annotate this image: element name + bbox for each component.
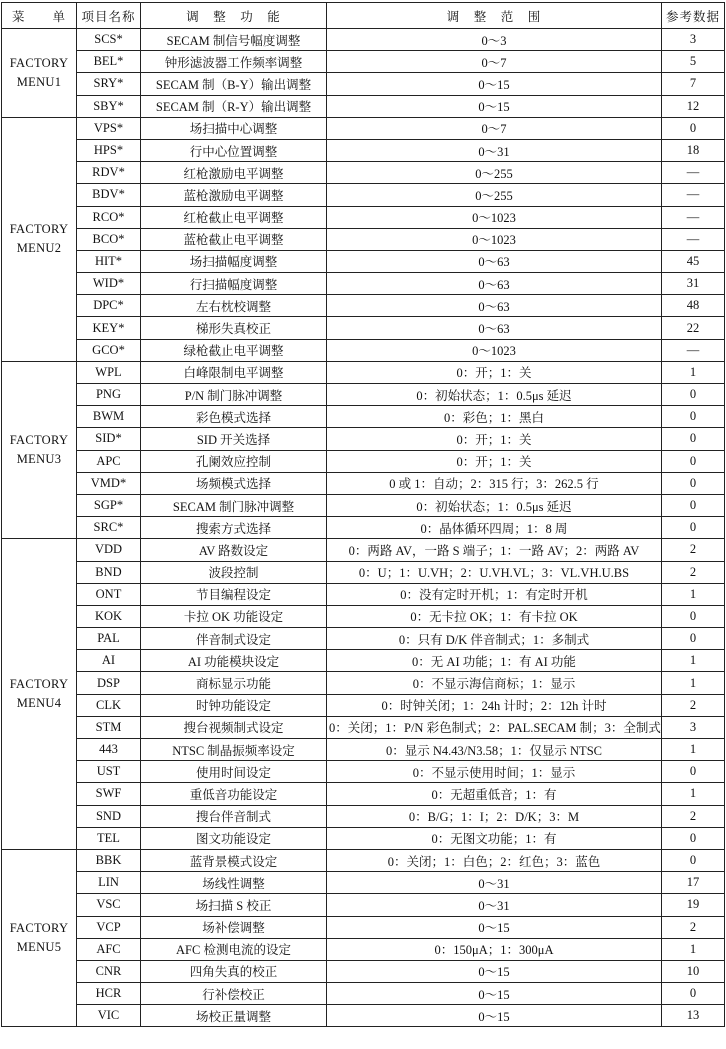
range-cell: 0～15	[327, 73, 662, 95]
table-row	[2, 295, 725, 317]
item-name-cell: HIT*	[77, 250, 141, 272]
reference-cell: 18	[662, 139, 725, 161]
function-cell: 红枪截止电平调整	[141, 206, 327, 228]
item-name-cell: VIC	[77, 1005, 141, 1027]
reference-cell: 1	[662, 783, 725, 805]
function-cell: 场补偿调整	[141, 916, 327, 938]
table-row	[2, 650, 725, 672]
range-cell: 0：只有 D/K 伴音制式；1：多制式	[327, 628, 662, 650]
range-cell: 0～15	[327, 1005, 662, 1027]
item-name-cell: STM	[77, 716, 141, 738]
reference-cell: 0	[662, 628, 725, 650]
reference-cell: 0	[662, 384, 725, 406]
reference-cell: 2	[662, 694, 725, 716]
item-name-cell: HCR	[77, 983, 141, 1005]
function-cell: 伴音制式设定	[141, 628, 327, 650]
reference-cell: 13	[662, 1005, 725, 1027]
table-row	[2, 983, 725, 1005]
table-row	[2, 95, 725, 117]
table-row	[2, 472, 725, 494]
factory-menu-table	[1, 2, 725, 1027]
reference-cell: —	[662, 339, 725, 361]
menu-group-label-line: FACTORY	[9, 222, 69, 237]
menu-group-label	[2, 117, 77, 361]
function-cell: 波段控制	[141, 561, 327, 583]
table-body	[2, 29, 725, 1027]
item-name-cell: SRY*	[77, 73, 141, 95]
item-name-cell: BBK	[77, 849, 141, 871]
function-cell: SECAM 制（R-Y）输出调整	[141, 95, 327, 117]
table-row	[2, 384, 725, 406]
item-name-cell: ONT	[77, 583, 141, 605]
function-cell: SECAM 制门脉冲调整	[141, 494, 327, 516]
table-row	[2, 29, 725, 51]
function-cell: 白峰限制电平调整	[141, 361, 327, 383]
reference-cell: 2	[662, 561, 725, 583]
range-cell: 0：显示 N4.43/N3.58；1：仅显示 NTSC	[327, 739, 662, 761]
range-cell: 0：U；1：U.VH；2：U.VH.VL；3：VL.VH.U.BS	[327, 561, 662, 583]
function-cell: 使用时间设定	[141, 761, 327, 783]
header-menu: 菜 单	[2, 3, 77, 29]
range-cell: 0：无图文功能；1：有	[327, 827, 662, 849]
range-cell: 0～1023	[327, 206, 662, 228]
range-cell: 0～1023	[327, 339, 662, 361]
reference-cell: 0	[662, 761, 725, 783]
reference-cell: —	[662, 184, 725, 206]
menu-group-label	[2, 539, 77, 850]
reference-cell: 1	[662, 938, 725, 960]
item-name-cell: DPC*	[77, 295, 141, 317]
reference-cell: 1	[662, 672, 725, 694]
item-name-cell: BWM	[77, 406, 141, 428]
header-item-name: 项目名称	[77, 3, 141, 29]
item-name-cell: GCO*	[77, 339, 141, 361]
item-name-cell: RCO*	[77, 206, 141, 228]
function-cell: 卡拉 OK 功能设定	[141, 605, 327, 627]
menu-group-label	[2, 29, 77, 118]
range-cell: 0～3	[327, 29, 662, 51]
table-row	[2, 51, 725, 73]
reference-cell: 1	[662, 583, 725, 605]
function-cell: 搜台视频制式设定	[141, 716, 327, 738]
table-row	[2, 916, 725, 938]
reference-cell: 1	[662, 650, 725, 672]
table-row	[2, 206, 725, 228]
reference-cell: —	[662, 162, 725, 184]
function-cell: AV 路数设定	[141, 539, 327, 561]
table-row	[2, 273, 725, 295]
function-cell: 行扫描幅度调整	[141, 273, 327, 295]
item-name-cell: VSC	[77, 894, 141, 916]
menu-group-label	[2, 361, 77, 539]
reference-cell: 22	[662, 317, 725, 339]
item-name-cell: SRC*	[77, 517, 141, 539]
table-row	[2, 783, 725, 805]
function-cell: P/N 制门脉冲调整	[141, 384, 327, 406]
function-cell: 重低音功能设定	[141, 783, 327, 805]
reference-cell: 31	[662, 273, 725, 295]
table-row	[2, 694, 725, 716]
range-cell: 0～255	[327, 184, 662, 206]
range-cell: 0：彩色；1：黑白	[327, 406, 662, 428]
reference-cell: —	[662, 206, 725, 228]
reference-cell: 0	[662, 983, 725, 1005]
table-row	[2, 849, 725, 871]
range-cell: 0～31	[327, 872, 662, 894]
function-cell: 图文功能设定	[141, 827, 327, 849]
range-cell: 0：两路 AV，一路 S 端子；1：一路 AV；2：两路 AV	[327, 539, 662, 561]
range-cell: 0：时钟关闭；1：24h 计时；2：12h 计时	[327, 694, 662, 716]
table-row	[2, 872, 725, 894]
function-cell: SID 开关选择	[141, 428, 327, 450]
table-row	[2, 228, 725, 250]
reference-cell: —	[662, 228, 725, 250]
function-cell: 商标显示功能	[141, 672, 327, 694]
item-name-cell: VPS*	[77, 117, 141, 139]
item-name-cell: CLK	[77, 694, 141, 716]
item-name-cell: SBY*	[77, 95, 141, 117]
item-name-cell: PNG	[77, 384, 141, 406]
range-cell: 0～255	[327, 162, 662, 184]
menu-group-label-line: MENU2	[16, 241, 62, 256]
table-row	[2, 739, 725, 761]
reference-cell: 5	[662, 51, 725, 73]
function-cell: 钟形滤波器工作频率调整	[141, 51, 327, 73]
range-cell: 0 或 1：自动；2：315 行；3：262.5 行	[327, 472, 662, 494]
item-name-cell: APC	[77, 450, 141, 472]
reference-cell: 0	[662, 117, 725, 139]
menu-group-label-line: FACTORY	[9, 433, 69, 448]
range-cell: 0：关闭；1：P/N 彩色制式；2：PAL.SECAM 制；3：全制式	[327, 716, 662, 738]
table-row	[2, 250, 725, 272]
function-cell: 场校正量调整	[141, 1005, 327, 1027]
function-cell: 场线性调整	[141, 872, 327, 894]
table-row	[2, 517, 725, 539]
table-row	[2, 339, 725, 361]
menu-group-label-line: MENU5	[16, 940, 62, 955]
range-cell: 0～31	[327, 894, 662, 916]
range-cell: 0：无卡拉 OK；1：有卡拉 OK	[327, 605, 662, 627]
range-cell: 0～63	[327, 295, 662, 317]
range-cell: 0：开；1：关	[327, 361, 662, 383]
table-row	[2, 117, 725, 139]
header-function: 调 整 功 能	[141, 3, 327, 29]
item-name-cell: VMD*	[77, 472, 141, 494]
header-range: 调 整 范 围	[327, 3, 662, 29]
reference-cell: 17	[662, 872, 725, 894]
range-cell: 0～15	[327, 960, 662, 982]
function-cell: 行中心位置调整	[141, 139, 327, 161]
reference-cell: 2	[662, 916, 725, 938]
item-name-cell: TEL	[77, 827, 141, 849]
item-name-cell: RDV*	[77, 162, 141, 184]
reference-cell: 3	[662, 716, 725, 738]
table-row	[2, 716, 725, 738]
item-name-cell: LIN	[77, 872, 141, 894]
range-cell: 0～63	[327, 273, 662, 295]
function-cell: 红枪激励电平调整	[141, 162, 327, 184]
range-cell: 0：初始状态；1：0.5μs 延迟	[327, 494, 662, 516]
reference-cell: 0	[662, 428, 725, 450]
table-row	[2, 583, 725, 605]
reference-cell: 1	[662, 361, 725, 383]
range-cell: 0～7	[327, 51, 662, 73]
table-row	[2, 494, 725, 516]
table-row	[2, 162, 725, 184]
reference-cell: 45	[662, 250, 725, 272]
reference-cell: 0	[662, 494, 725, 516]
range-cell: 0～15	[327, 95, 662, 117]
item-name-cell: BND	[77, 561, 141, 583]
range-cell: 0：关闭；1：白色；2：红色；3：蓝色	[327, 849, 662, 871]
range-cell: 0～63	[327, 250, 662, 272]
reference-cell: 3	[662, 29, 725, 51]
item-name-cell: DSP	[77, 672, 141, 694]
reference-cell: 1	[662, 739, 725, 761]
function-cell: 梯形失真校正	[141, 317, 327, 339]
menu-group-label-line: FACTORY	[9, 921, 69, 936]
range-cell: 0：不显示海信商标；1：显示	[327, 672, 662, 694]
function-cell: 左右枕校调整	[141, 295, 327, 317]
function-cell: SECAM 制（B-Y）输出调整	[141, 73, 327, 95]
function-cell: 蓝枪激励电平调整	[141, 184, 327, 206]
function-cell: 孔阑效应控制	[141, 450, 327, 472]
function-cell: AI 功能模块设定	[141, 650, 327, 672]
table-row	[2, 428, 725, 450]
table-row	[2, 805, 725, 827]
function-cell: 场频模式选择	[141, 472, 327, 494]
range-cell: 0：开；1：关	[327, 450, 662, 472]
reference-cell: 2	[662, 539, 725, 561]
reference-cell: 0	[662, 849, 725, 871]
item-name-cell: HPS*	[77, 139, 141, 161]
table-row	[2, 1005, 725, 1027]
menu-group-label-line: MENU3	[16, 452, 62, 467]
table-row	[2, 450, 725, 472]
item-name-cell: BCO*	[77, 228, 141, 250]
range-cell: 0～15	[327, 983, 662, 1005]
function-cell: NTSC 制晶振频率设定	[141, 739, 327, 761]
reference-cell: 0	[662, 517, 725, 539]
table-row	[2, 628, 725, 650]
range-cell: 0～63	[327, 317, 662, 339]
function-cell: 蓝背景模式设定	[141, 849, 327, 871]
table-row	[2, 827, 725, 849]
header-reference: 参考数据	[662, 3, 725, 29]
table-row	[2, 894, 725, 916]
table-row	[2, 672, 725, 694]
function-cell: 场扫描 S 校正	[141, 894, 327, 916]
range-cell: 0：B/G；1：I；2：D/K；3：M	[327, 805, 662, 827]
table-row	[2, 73, 725, 95]
function-cell: 搜台伴音制式	[141, 805, 327, 827]
range-cell: 0：晶体循环四周；1：8 周	[327, 517, 662, 539]
item-name-cell: BDV*	[77, 184, 141, 206]
table-row	[2, 361, 725, 383]
menu-group-label	[2, 849, 77, 1027]
function-cell: 彩色模式选择	[141, 406, 327, 428]
item-name-cell: SCS*	[77, 29, 141, 51]
function-cell: AFC 检测电流的设定	[141, 938, 327, 960]
function-cell: 绿枪截止电平调整	[141, 339, 327, 361]
table-row	[2, 561, 725, 583]
function-cell: 场扫描中心调整	[141, 117, 327, 139]
reference-cell: 48	[662, 295, 725, 317]
function-cell: 场扫描幅度调整	[141, 250, 327, 272]
range-cell: 0：没有定时开机；1：有定时开机	[327, 583, 662, 605]
item-name-cell: WID*	[77, 273, 141, 295]
menu-group-label-line: MENU4	[16, 696, 62, 711]
item-name-cell: 443	[77, 739, 141, 761]
function-cell: 时钟功能设定	[141, 694, 327, 716]
item-name-cell: SWF	[77, 783, 141, 805]
item-name-cell: WPL	[77, 361, 141, 383]
table-row	[2, 317, 725, 339]
table-row	[2, 539, 725, 561]
reference-cell: 0	[662, 450, 725, 472]
menu-group-label-line: MENU1	[16, 74, 62, 89]
range-cell: 0：开；1：关	[327, 428, 662, 450]
item-name-cell: SGP*	[77, 494, 141, 516]
item-name-cell: CNR	[77, 960, 141, 982]
function-cell: 四角失真的校正	[141, 960, 327, 982]
function-cell: 搜索方式选择	[141, 517, 327, 539]
reference-cell: 0	[662, 605, 725, 627]
reference-cell: 2	[662, 805, 725, 827]
table-row	[2, 406, 725, 428]
item-name-cell: VDD	[77, 539, 141, 561]
item-name-cell: SND	[77, 805, 141, 827]
range-cell: 0～31	[327, 139, 662, 161]
range-cell: 0：无 AI 功能；1：有 AI 功能	[327, 650, 662, 672]
function-cell: SECAM 制信号幅度调整	[141, 29, 327, 51]
reference-cell: 10	[662, 960, 725, 982]
reference-cell: 0	[662, 406, 725, 428]
range-cell: 0～7	[327, 117, 662, 139]
reference-cell: 12	[662, 95, 725, 117]
menu-group-label-line: FACTORY	[9, 55, 69, 70]
function-cell: 节目编程设定	[141, 583, 327, 605]
range-cell: 0：初始状态；1：0.5μs 延迟	[327, 384, 662, 406]
range-cell: 0：无超重低音；1：有	[327, 783, 662, 805]
reference-cell: 0	[662, 827, 725, 849]
range-cell: 0：150μA；1：300μA	[327, 938, 662, 960]
table-row	[2, 761, 725, 783]
item-name-cell: SID*	[77, 428, 141, 450]
item-name-cell: UST	[77, 761, 141, 783]
table-row	[2, 605, 725, 627]
item-name-cell: KOK	[77, 605, 141, 627]
table-row	[2, 938, 725, 960]
range-cell: 0～15	[327, 916, 662, 938]
item-name-cell: AI	[77, 650, 141, 672]
table-header	[2, 3, 725, 29]
menu-group-label-line: FACTORY	[9, 677, 69, 692]
item-name-cell: KEY*	[77, 317, 141, 339]
function-cell: 蓝枪截止电平调整	[141, 228, 327, 250]
range-cell: 0：不显示使用时间；1：显示	[327, 761, 662, 783]
reference-cell: 7	[662, 73, 725, 95]
item-name-cell: AFC	[77, 938, 141, 960]
range-cell: 0～1023	[327, 228, 662, 250]
table-row	[2, 960, 725, 982]
function-cell: 行补偿校正	[141, 983, 327, 1005]
table-row	[2, 139, 725, 161]
reference-cell: 0	[662, 472, 725, 494]
item-name-cell: BEL*	[77, 51, 141, 73]
item-name-cell: PAL	[77, 628, 141, 650]
item-name-cell: VCP	[77, 916, 141, 938]
reference-cell: 19	[662, 894, 725, 916]
table-row	[2, 184, 725, 206]
